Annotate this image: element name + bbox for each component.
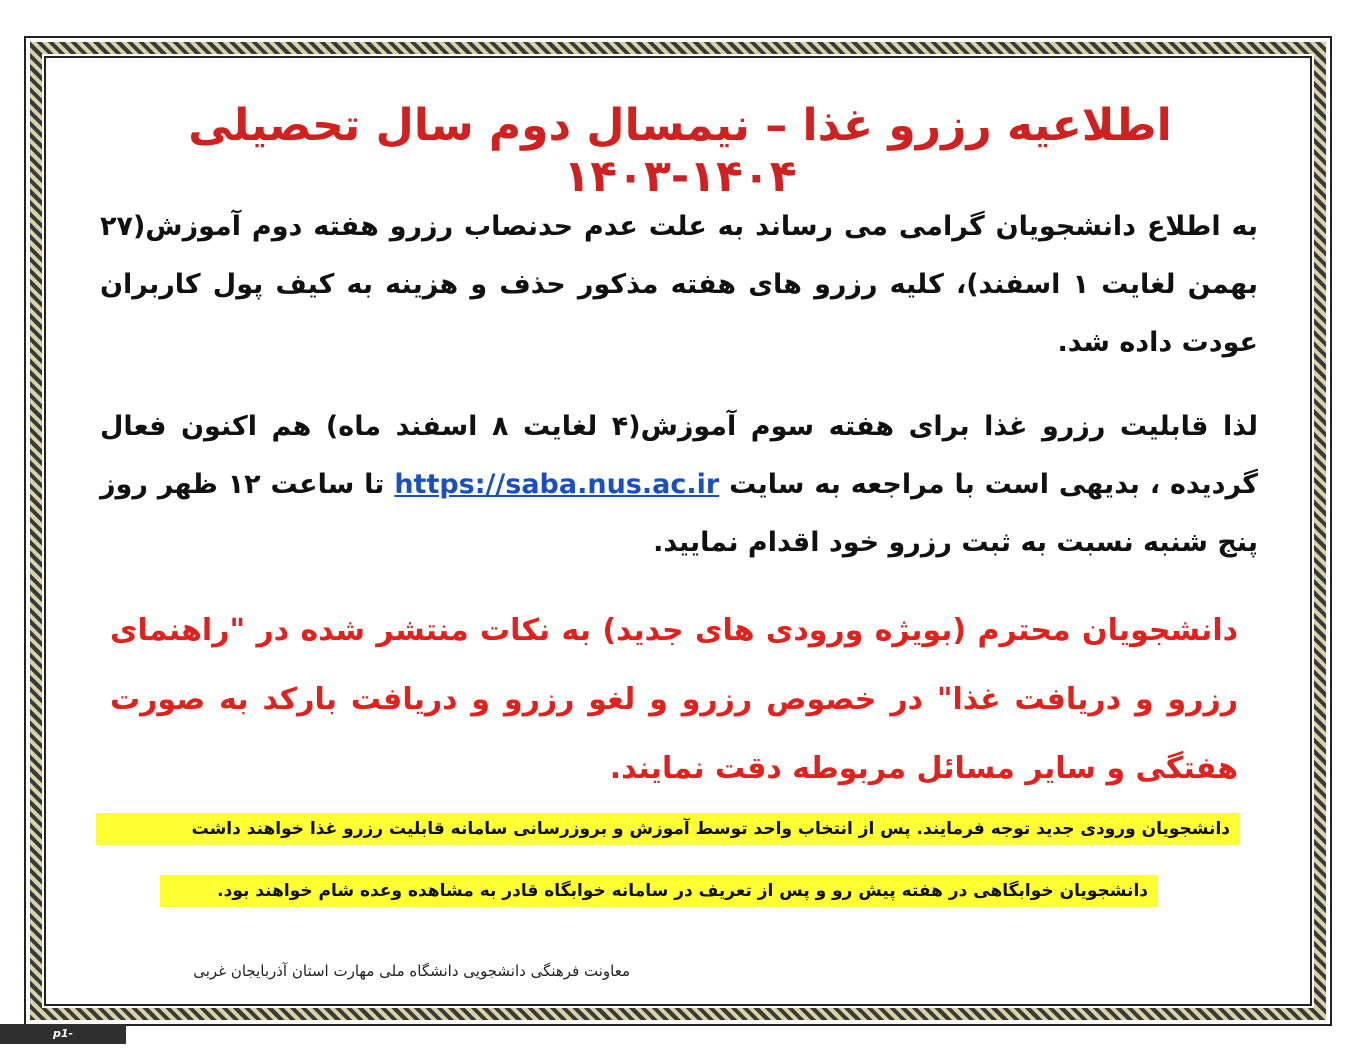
highlight-dormitory: دانشجویان خوابگاهی در هفته پیش رو و پس از تعریف در سامانه خوابگاه قادر به مشاهده وعده شام خواهند بود. <box>160 875 1158 907</box>
notice-red-paragraph: دانشجویان محترم (بویژه ورودی های جدید) به نکات منتشر شده در "راهنمای رزرو و دریافت غذا" در خصوص رزرو و لغو رزرو و دریافت بارکد به صورت هفتگی و سایر مسائل مربوطه دقت نمایند. <box>110 613 1238 786</box>
site-watermark: p1-orumiyeh.nus.ac.ir <box>0 1024 126 1044</box>
saba-link[interactable]: https://saba.nus.ac.ir <box>394 469 720 500</box>
paragraph-2-text-after: تا ساعت ۱۲ ظهر روز پنج شنبه نسبت به ثبت رزرو خود اقدام نمایید. <box>100 469 1258 558</box>
notice-title: اطلاعیه رزرو غذا – نیمسال دوم سال تحصیلی ۱۴۰۴-۱۴۰۳ <box>188 100 1172 202</box>
footer-signature: معاونت فرهنگی دانشجویی دانشگاه ملی مهارت استان آذربایجان غربی <box>193 962 630 980</box>
paragraph-2-text-before: لذا قابلیت رزرو غذا برای هفته سوم آموزش(۴ لغایت ۸ اسفند ماه) هم اکنون فعال گردیده ، بدیهی است با مراجعه به سایت <box>100 411 1258 500</box>
notice-paragraph-2 <box>100 398 1258 572</box>
highlight-new-students: دانشجویان ورودی جدید توجه فرمایند. پس از انتخاب واحد توسط آموزش و بروزرسانی سامانه قابلیت رزرو غذا خواهند داشت <box>96 813 1240 845</box>
notice-paragraph-1: به اطلاع دانشجویان گرامی می رساند به علت عدم حدنصاب رزرو هفته دوم آموزش(۲۷ بهمن لغایت ۱ اسفند)، کلیه رزرو های هفته مذکور حذف و هزینه به کیف پول کاربران عودت داده شد. <box>100 211 1258 358</box>
